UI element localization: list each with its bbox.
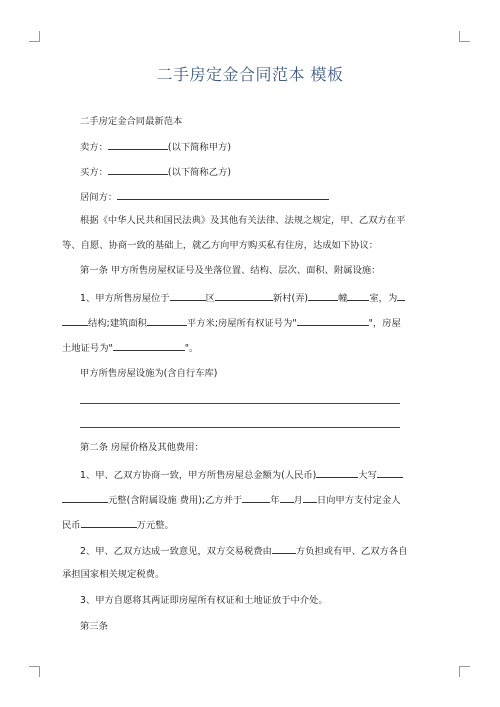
month-blank[interactable] xyxy=(280,492,294,503)
structure-blank-start[interactable] xyxy=(397,290,405,301)
text-area: 结构;建筑面积 xyxy=(88,318,147,329)
deposit-blank[interactable] xyxy=(81,517,137,528)
facilities-fill-line-2[interactable] xyxy=(80,427,400,428)
building-blank[interactable] xyxy=(308,290,338,301)
year-blank[interactable] xyxy=(242,492,270,503)
crop-mark-top-left xyxy=(29,31,40,42)
facilities-fill-line-1[interactable] xyxy=(80,403,400,404)
text-rmb: 民币 xyxy=(62,520,81,531)
text-total-price: 1、甲、乙双方协商一致，甲方所售房屋总金额为(人民币) xyxy=(80,470,317,481)
article-2-para-3: 3、甲方自愿将其两证即房屋所有权证和土地证放于中介处。 xyxy=(80,595,328,606)
article-2-title: 第二条 房屋价格及其他费用： xyxy=(80,442,204,453)
buyer-line xyxy=(80,164,466,180)
text-cert-no: 平方米;房屋所有权证号为" xyxy=(186,318,297,329)
facilities-line: 甲方所售房屋设施为(含自行车库) xyxy=(80,368,218,379)
text-land-cert: 土地证号为" xyxy=(62,343,113,354)
text-estate: 新村(弄) xyxy=(272,293,309,304)
text-incl-facilities: 元整(含附属设施 费用);乙方并于 xyxy=(108,495,243,506)
agent-line xyxy=(80,189,466,205)
article-2-para-2-line-1 xyxy=(80,543,466,559)
article-1-title: 第一条 甲方所售房屋权证号及坐落位置、结构、层次、面积、附属设施： xyxy=(80,265,381,276)
contract-subtitle: 二手房定金合同最新范本 xyxy=(80,116,183,127)
text-land-cert-end: "。 xyxy=(184,343,199,354)
text-house-location: 1、甲方所售房屋位于 xyxy=(80,293,170,304)
area-blank[interactable] xyxy=(147,315,187,326)
text-capital: 大写 xyxy=(358,470,377,481)
text-day-deposit: 日向甲方支付定金人 xyxy=(316,495,401,506)
text-tax-each: 方负担或有甲、乙双方各自 xyxy=(295,546,408,557)
text-district: 区 xyxy=(205,293,215,304)
crop-mark-bottom-right xyxy=(459,666,470,677)
crop-mark-top-right xyxy=(459,31,470,42)
agent-label: 居间方： xyxy=(80,192,118,203)
article-1-para-line-3 xyxy=(62,340,448,356)
text-wan: 万元整。 xyxy=(136,520,174,531)
buyer-blank[interactable] xyxy=(108,164,168,175)
land-cert-blank[interactable] xyxy=(113,340,185,351)
article-2-para-1-line-3 xyxy=(62,517,448,533)
buyer-suffix: (以下简称乙方) xyxy=(167,167,231,178)
text-tax-bearer: 2、甲、乙双方达成一致意见，双方交易税费由 xyxy=(80,546,272,557)
text-room: 室，为 xyxy=(369,293,398,304)
cert-no-blank[interactable] xyxy=(297,315,369,326)
text-year: 年 xyxy=(270,495,280,506)
text-cert-end: "，房屋 xyxy=(368,318,401,329)
seller-label: 卖方： xyxy=(80,142,108,153)
article-2-para-2-line-2: 承担国家相关规定税费。 xyxy=(62,569,165,580)
article-1-para-line-1 xyxy=(80,290,466,306)
day-blank[interactable] xyxy=(303,492,317,503)
article-1-para-line-2 xyxy=(62,315,448,331)
article-2-para-1-line-2 xyxy=(62,492,448,508)
room-blank[interactable] xyxy=(347,290,369,301)
text-building: 幢 xyxy=(338,293,348,304)
tax-party-blank[interactable] xyxy=(272,543,296,554)
buyer-label: 买方： xyxy=(80,167,108,178)
capital-blank[interactable] xyxy=(377,467,403,478)
intro-line-2: 等、自愿、协商一致的基础上，就乙方向甲方购买私有住房，达成如下协议： xyxy=(62,240,379,251)
article-3-title: 第三条 xyxy=(80,621,108,632)
capital-blank-cont[interactable] xyxy=(62,492,108,503)
seller-blank[interactable] xyxy=(108,139,168,150)
seller-line xyxy=(80,139,466,155)
text-month: 月 xyxy=(293,495,303,506)
crop-mark-bottom-left xyxy=(29,666,40,677)
intro-line-1: 根据《中华人民共和国民法典》及其他有关法律、法规之规定，甲、乙双方在平 xyxy=(80,215,406,226)
article-2-para-1-line-1 xyxy=(80,467,466,483)
price-blank[interactable] xyxy=(316,467,358,478)
district-blank[interactable] xyxy=(170,290,206,301)
structure-blank[interactable] xyxy=(62,315,88,326)
agent-blank[interactable] xyxy=(117,189,329,200)
seller-suffix: (以下简称甲方) xyxy=(167,142,231,153)
document-title: 二手房定金合同范本 模板 xyxy=(156,65,344,84)
estate-blank[interactable] xyxy=(215,290,273,301)
